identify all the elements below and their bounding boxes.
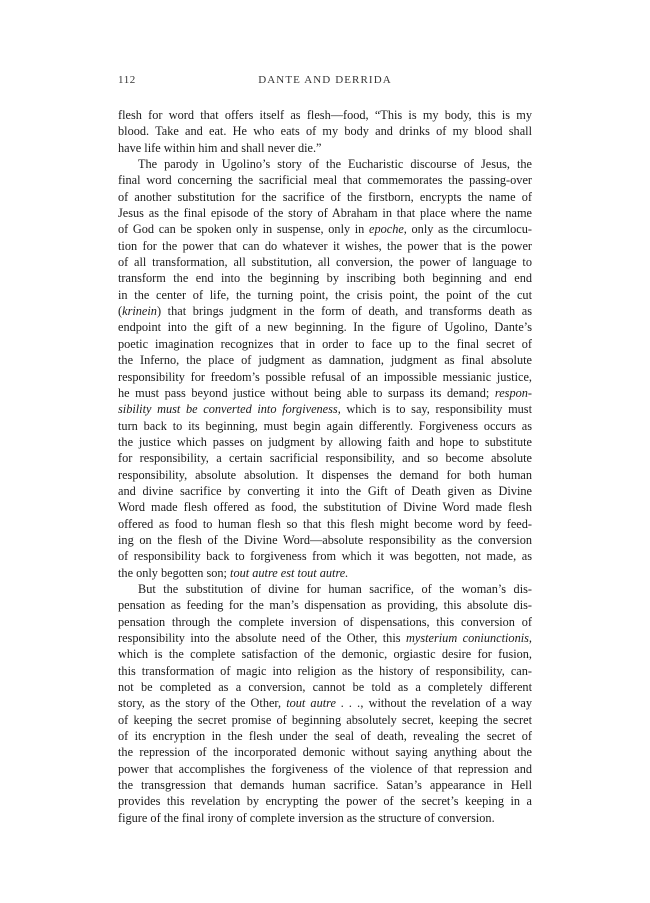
text-line: for responsibility, a certain sacrificial responsibility, and so become absolute [118, 451, 532, 466]
italic-text: tout autre est tout autre. [230, 565, 349, 580]
text-line: have life within him and shall never die.” [118, 140, 322, 155]
text-line: blood. Take and eat. He who eats of my body and drinks of my blood shall [118, 124, 532, 139]
text-line: in the center of life, the turning point, the crisis point, the point of the cut [118, 287, 532, 302]
text-line: responsibility, absolute absolution. It dispenses the demand for both human [118, 467, 532, 482]
text-line: final word concerning the sacrificial meal that commemorates the passing-over [118, 173, 532, 188]
text-line: (krinein) that brings judgment in the form of death, and transforms death as [118, 304, 532, 319]
paragraph-2 [118, 156, 532, 581]
italic-text: krinein [122, 304, 157, 319]
text-line: this transformation of magic into religion as the history of responsibility, can- [118, 663, 532, 678]
italic-text: respon- [494, 385, 532, 400]
text-line: figure of the final irony of complete inversion as the structure of conversion. [118, 810, 495, 825]
text-line: responsibility for freedom’s possible refusal of an impossible messianic justice, [118, 369, 532, 384]
text-line: of another substitution for the sacrifice of the firstborn, encrypts the name of [118, 189, 532, 204]
text-line: endpoint into the gift of a new beginning. In the figure of Ugolino, Dante’s [118, 320, 532, 335]
text-line: turn back to its beginning, must begin again differently. Forgiveness occurs as [118, 418, 532, 433]
text-line: and divine sacrifice by converting it into the Gift of Death given as Divine [118, 483, 532, 498]
page-number: 112 [118, 74, 136, 86]
text-line: flesh for word that offers itself as flesh—food, “This is my body, this is my [118, 108, 532, 122]
text-line: offered as food to human flesh so that this flesh might become word by feed- [118, 516, 532, 531]
book-page [118, 74, 532, 826]
text-line: the only begotten son; tout autre est tout autre. [118, 565, 349, 580]
text-line: which is the complete satisfaction of the demonic, orgiastic desire for fusion, [118, 647, 532, 662]
italic-text: mysterium coniunctionis, [405, 631, 532, 645]
text-line: pensation through the complete inversion of dispensations, this conversion of [118, 614, 532, 629]
text-line: of responsibility back to forgiveness from which it was begotten, not made, as [118, 549, 532, 564]
text-line: the Inferno, the place of judgment as damnation, judgment as final absolute [118, 353, 532, 368]
text-line: ing on the flesh of the Divine Word—absolute responsibility as the conversion [118, 532, 532, 547]
italic-text: epoche, [368, 222, 407, 237]
text-line: tion for the power that can do whatever it wishes, the power that is the power [118, 238, 532, 253]
text-line: of keeping the secret promise of beginning absolutely secret, keeping the secret [118, 712, 532, 727]
text-line: power that accomplishes the forgiveness of the violence of that repression and [118, 761, 532, 776]
text-line: provides this revelation by encrypting the power of the secret’s keeping in a [118, 794, 532, 809]
text-line: of all transformation, all substitution, all conversion, the power of language to [118, 255, 532, 270]
italic-text: tout autre . . . [286, 696, 361, 711]
text-line: pensation as feeding for the man’s dispensation as providing, this absolute dis- [118, 598, 532, 613]
paragraph-1 [118, 107, 532, 156]
text-line: story, as the story of the Other, tout autre . . ., without the revelation of a way [118, 696, 532, 711]
text-line: the repression of the incorporated demonic without saying anything about the [118, 745, 532, 760]
text-line: the transgression that demands human sacrifice. Satan’s appearance in Hell [118, 778, 532, 793]
text-line: responsibility into the absolute need of the Other, this mysterium coniunctionis, [118, 631, 532, 645]
text-line: not be completed as a conversion, cannot be told as a completely different [118, 680, 532, 695]
text-line: transform the end into the beginning by inscribing both beginning and end [118, 271, 532, 286]
text-line: But the substitution of divine for human sacrifice, of the woman’s dis- [138, 581, 532, 596]
text-line: sibility must be converted into forgiveness, which is to say, responsibility must [118, 402, 533, 417]
text-line: Word made flesh offered as food, the substitution of Divine Word made flesh [118, 500, 532, 515]
text-line: Jesus as the final episode of the story of Abraham in that place where the name [118, 206, 532, 221]
text-line: of its encryption in the flesh under the seal of death, revealing the secret of [118, 729, 532, 744]
running-head [118, 74, 532, 94]
text-line: the justice which passes on judgment by allowing faith and hope to substitute [118, 434, 532, 449]
text-line: The parody in Ugolino’s story of the Eucharistic discourse of Jesus, the [138, 157, 532, 172]
text-line: of God can be spoken only in suspense, only in epoche, only as the circumlocu- [118, 222, 532, 237]
paragraph-3 [118, 581, 532, 826]
text-line: poetic imagination recognizes that in order to face up to the final secret of [118, 336, 532, 351]
text-line: he must pass beyond justice without being able to surpass its demand; respon- [118, 385, 532, 400]
body-text [118, 107, 532, 826]
italic-text: sibility must be converted into forgiveness, [118, 402, 341, 417]
running-title: DANTE AND DERRIDA [258, 74, 392, 86]
